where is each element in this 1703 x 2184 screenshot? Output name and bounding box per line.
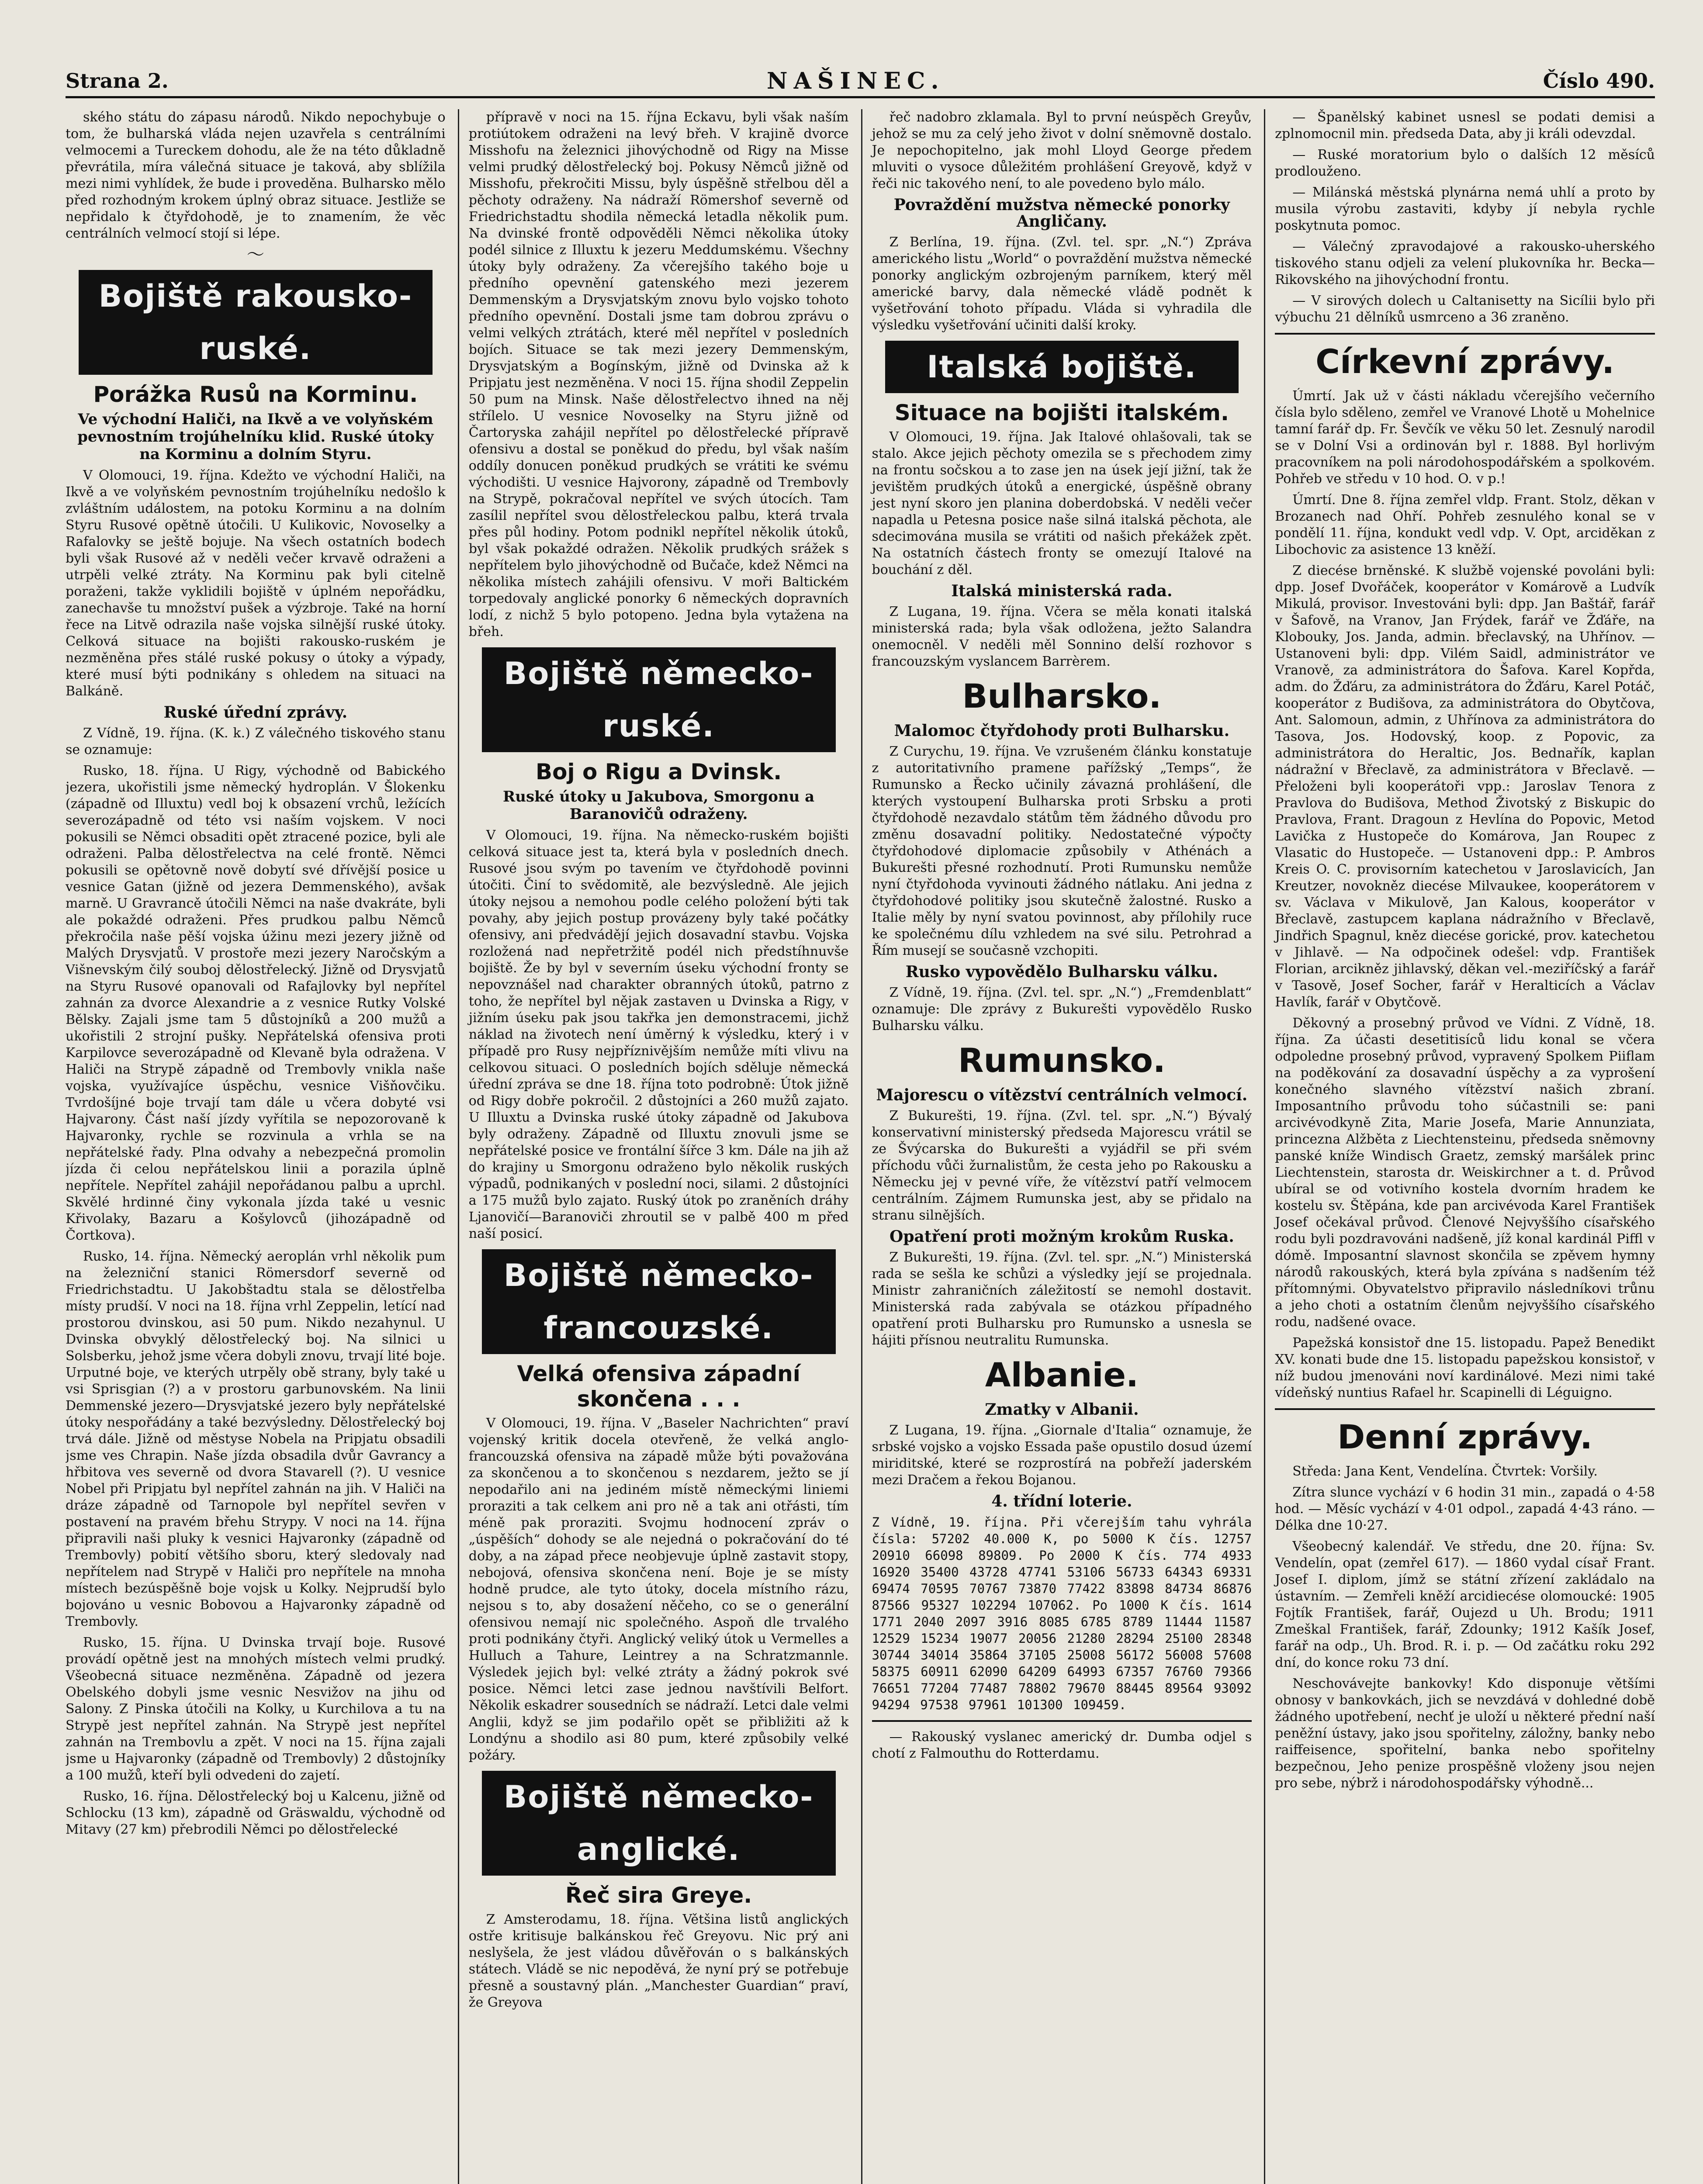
article-text: Z Lugana, 19. října. „Giornale d'Italia“ oznamuje, že srbské vojsko a vojsko Essada paše opustilo dosud území miriditské, které se rozprostírá na pobřeží jaderském mezi Dračem a řekou Bojanou.: [872, 1423, 1252, 1488]
news-item: — Ruské moratorium bylo o dalších 12 měsíců prodlouženo.: [1275, 147, 1655, 179]
ornament-divider: 〜: [246, 245, 264, 265]
section-title-church-news: Církevní zprávy.: [1315, 342, 1615, 381]
headline-albania-unrest: Zmatky v Albanii.: [985, 1400, 1139, 1419]
article-text: Z Lugana, 19. října. Včera se měla konati italská ministerská rada; byla však odložena, ježto Salandra onemocněl. V neděli měl Sonnino delší rozhovor s francouzským vyslancem Barrèrem.: [872, 604, 1252, 669]
article-text: Z Vídně, 19. října. (K. k.) Z válečného tiskového stanu se oznamuje:: [66, 726, 446, 757]
columns: [66, 109, 1655, 2184]
article-text: Úmrtí. Dne 8. října zemřel vldp. Frant. Stolz, děkan v Brozanech nad Ohří. Pohřeb zesnulého konal se v pondělí 11. října, kondukt vedl vdp. V. Opt, arciděkan z Libochovic za asistence 13 kněží.: [1275, 492, 1655, 557]
subheadline-riga-dvinsk: Ruské útoky u Jakubova, Smorgonu a Baranovičů odraženy.: [503, 788, 815, 823]
headline-entente-bulgaria: Malomoc čtyřdohody proti Bulharsku.: [894, 722, 1230, 740]
article-text: Z Vídně, 19. října. (Zvl. tel. spr. „N.“) „Fremdenblatt“ oznamuje: Dle zprávy z Bukurešti vypovědělo Rusko Bulharsku válku.: [872, 985, 1252, 1033]
page-header: [66, 66, 1655, 98]
lottery-numbers: Z Vídně, 19. října. Při včerejším tahu vyhrála čísla: 57202 40.000 K, po 5000 K čís. 12757 20910 66098 89809. Po 2000 K čís. 774 4933 16920 35400 43728 47741 53106 56733 64343 69331 69474 70595 70767 73870 77422 83898 84734 86876 87566 95327 102294 107062. Po 1000 K čís. 1614 1771 2040 2097 3916 8085 6785 8789 11444 11587 12529 15234 19077 20056 21280 28294 25100 28348 30744 34014 35864 37105 25008 56172 56008 57608 58375 60911 62090 64209 64993 67357 76760 79366 76651 77204 77487 78802 79670 88445 89564 93092 94294 97538 97961 101300 109459.: [872, 1515, 1252, 1712]
column-1: [66, 109, 446, 2184]
article-text: Rusko, 18. října. U Rigy, východně od Babického jezera, ukořistili jsme německý hydroplán. V Šlokenku (západně od Illuxtu) vedl boj k obsazení vrchů, ležících severozápadně od této vsi naším vojskem. V noci pokusili se Němci obsaditi opět ztracené pozice, byli ale odraženi. Palba dělostřelectva na celé frontě. Němci pokusili se opětovně nově dobytí své dřívější posice u vesnice Gatan (jižně od jezera Demmenského), avšak marně. U Gravrancě útočili Němci na naše dvakráte, byli ale pokaždé odraženi. Přes prudkou palbu Němců překročila naše pěší vojska úžinu mezi jezery jižně od Malých Drysvjatů. V prostoře mezi jezery Naročským a Višnevským čilý souboj dělostřelecký. Jižně od Drysvjatů na Styru Rusové opanovali od Rafajlovky byl nepřítel zahnán za dvorce Alexandrie a z vesnice Rutky Volské Bělsky. Zajali jsme tam 5 důstojníků a 200 mužů a ukořistili 2 strojní pušky. Nepřátelská ofensiva proti Karpilovce severozápadně od Klevaně byla odražena. V Haliči na Strypě západně od Trembovly vnikla naše vojska, využívajíce úspěchu, vesnice Višňovčiku. Tvrdošíjné boje trvají tam dále u včera dobyté vsi Hajvarony. Část naší jízdy vyřítila se nepozorovaně k Hajvaronky, rychle se rozvinula a vrhla se na nepřátelské řady. Plna odvahy a nebezpečná promolin jízda či celou nepřátelskou linii a porazila úplně nepřítele. Nepřítel zahájil nepořádanou palbu a uprchl. Skvělé hrdinné činy vykonala jízda také u vesnic Křivolaky, Bazaru a Košylovců (jihozápadně od Čortkova).: [66, 763, 446, 1243]
section-banner-german-russian: Bojiště německo-ruské.: [482, 647, 836, 752]
headline-riga-dvinsk: Boj o Rigu a Dvinsk.: [536, 759, 782, 784]
article-text: řeč nadobro zklamala. Byl to první neúspěch Greyův, jehož se mu za celý jeho život v dolní sněmovně dostalo. Je nepochopitelno, jak mohl Lloyd George předem mluviti o vysoce důležitém prohlášení Greyově, když v řeči nic takového není, to ale povedeno bylo málo.: [872, 110, 1252, 191]
article-text: Rusko, 16. října. Dělostřelecký boj u Kalcenu, jižně od Schlocku (13 km), západně od Gräswaldu, východně od Mitavy (27 km) přebrodili Němci po dělostřelecké: [66, 1789, 446, 1837]
section-title-romania: Rumunsko.: [958, 1041, 1166, 1080]
subheadline-kormin: Ve východní Haliči, na Ikvě a ve volyňském pevnostním trojúhelníku klid. Ruské útoky na Korminu a dolním Styru.: [77, 411, 434, 463]
headline-grey-speech: Řeč sira Greye.: [565, 1883, 752, 1908]
article-text: Úmrtí. Jak už v části nákladu včerejšího večerního čísla bylo sděleno, zemřel ve Vranové Lhotě u Mohelnice tamní farář dp. Fr. Ševčík ve věku 50 let. Zesnulý narodil se v Dolní Vsi a ordinován byl r. 1888. Byl horlivým pracovníkem na poli národohospodářském a spolkovém. Pohřeb ve středu v 10 hod. O. v p.!: [1275, 388, 1655, 487]
article-text: Z Bukurešti, 19. října. (Zvl. tel. spr. „N.“) Bývalý konservativní ministerský předseda Majorescu vrátil se ze Švýcarska do Bukurešti a vyjádřil se při svém příchodu vůči žurnalistům, že cesta jeho po Rakousku a Německu jej v pevné víře, že vítězství patří velmocem centrálním. Zájmem Rumunska jest, aby se přidalo na stranu silnějších.: [872, 1108, 1252, 1223]
article-text: — Rakouský vyslanec americký dr. Dumba odjel s chotí z Falmouthu do Rotterdamu.: [872, 1729, 1252, 1761]
issue-number: Číslo 490.: [1543, 69, 1655, 93]
headline-measures-russia: Opatření proti možným krokům Ruska.: [889, 1227, 1234, 1246]
article-text: V Olomouci, 19. října. V „Baseler Nachrichten“ praví vojenský kritik docela otevřeně, že velká anglo-francouzská ofensiva na západě může býti považována za skončenou a to skončenou s nezdarem, ježto se jí nepodařilo ani na jediném místě německými liniemi proraziti a tak celkem ani pro ně a tak ani otřásti, tím méně pak proraziti. Svojmu hodnocení zpráv o „úspěších“ dohody se ale nejedná o pokračování do té doby, a na západ přece neobjevuje úplně zastavit stopy, nebojová, ofensiva skončena není. Boje je se místy hodně prudce, ale tyto útoky, docela místního rázu, nejsou s to, aby dosažení něčeho, co se o generální ofensivou nemají nic společného. Aspoň dle trvalého proti podnikány čtyři. Anglický veliký útok u Vermelles a Hulluch a Tahure, Leintrey a na Schratzmannle. Výsledek jejich byl: velké ztráty a žádný pokrok své posice. Němci letci zase jednou navštívili Belfort. Několik eskadrer sousedních se nádraží. Letci dale velmi Anglii, když se jim podařilo opět se přibližiti až k Londýnu a shodilo asi 80 pum, které způsobily velké požáry.: [468, 1416, 849, 1763]
article-text: Z Curychu, 19. října. Ve vzrušeném článku konstatuje z autoritativního pramene pařížský „Temps“, že Rumunsko a Řecko učinily závazná prohlášení, dle kterých vystoupení Bulharska proti Srbsku a proti čtyřdohodě nezavdalo státům těm žádného důvodu pro změnu dosavadní politiky. Nedostatečné výpočty čtyřdohodové diplomacie způsobily v Athénách a Bukurešti přesné rozhodnutí. Proti Rumunsku nemůže nyní čtyřdohoda vyvinouti žádného nátlaku. Ani jedna z čtyřdohodové politiky jsou skutečně žalostné. Rusko a Italie měly by nyní svatou povinnost, aby přílohily ruce ke společnému dílu vzhledem na své silu. Petrohrad a Řím musejí se současně vzchopiti.: [872, 744, 1252, 958]
article-text: Rusko, 14. října. Německý aeroplán vrhl několik pum na železniční stanici Römersdorf severně od Friedrichstadtu. U Jakobštadtu stala se dělostřelba místy prudší. V noci na 18. října vrhl Zeppelin, letící nad prostorou dvinskou, asi 50 pum. Nikdo nezahynul. U Dvinska obvyklý dělostřelecký boj. Na silnici u Solsberku, jehož jsme včera dobyli znovu, trvají lité boje. Urputné boje, ve kterých utrpěly obě strany, byly také u vsi Sprisgian (?) a v prostoru garbunovském. Na linii Demmenské jezero—Drysvjatské jezero byly nepřátelské útoky nespořádány a také bezvýsledny. Dělostřelecký boj trvá dále. Jižně od městyse Nobela na Pripjatu obsadili jsme ves Chrapin. Naše jízda obsadila dvůr Gavrancy a hřbitova ves severně od dvora Stavarell (?). U vesnice Nobel při Pripjatu byl nepřítel zahnán na jih. V Haliči na dráze západně od Tarnopole byl nepřítel sevřen v postavení na pravém břehu Strypy. V noci na 14. října připravili naši pluky k vesnici Hajvaronky (západně od Trembovly) pobití většího sboru, který sledovaly nad nepřítelem nad Strypě v Haliči pro nepřítele na mnoha místech bezúspěšně boje vojsk u Kolky. Nejprudší bylo bojováno u vesnic Bobovou a Hajvaronky západně od Trembovly.: [66, 1249, 446, 1629]
article-text: Děkovný a prosebný průvod ve Vídni. Z Vídně, 18. října. Za účasti desetitisíců lidu konal se včera odpoledne prosebný průvod, vypravený Spolkem Piiflam na poděkování za dosavadní úspěchy a za vyprošení konečného slavného vítězství našich zbraní. Imposantního průvodu toho súčastnili se: pani arcivévodkyně Zita, Marie Josefa, Marie Annunziata, princezna Alžběta z Liechtensteinu, předseda sněmovny panské kníže Windisch Graetz, zemský maršálek princ Liechtenstein, starosta dr. Weiskirchner a t. d. Průvod ubíral se od votivního kostela dvorním hradem ke kostelu sv. Štěpána, kde pan arcivévoda Karel František Josef očekával průvod. Členové Nejvyššího císařského rodu byli pozdravováni nadšeně, jíž konal kardinál Piffl v dómě. Imposantní slavnost skončila se zpěvem hymny národů rakouských, která byla zpívána s nadšením též přítomnými. Obyvatelstvo připravilo následníkovi trůnu a jeho choti a ostatním členům nejvyššího císařského rodu, nadšené ovace.: [1275, 1016, 1655, 1330]
headline-western-offensive: Velká ofensiva západní skončena . . .: [517, 1361, 800, 1412]
headline-russian-reports: Ruské úřední zprávy.: [163, 703, 348, 722]
section-banner-italian: Italská bojiště.: [885, 341, 1239, 393]
headline-italian-front: Situace na bojišti italském.: [894, 400, 1229, 425]
news-item: — Španělský kabinet usnesl se podati demisi a zplnomocnil min. předseda Data, aby ji králi odevzdal.: [1275, 110, 1655, 142]
article-text: Papežská konsistoř dne 15. listopadu. Papež Benedikt XV. konati bude dne 15. listopadu papežskou konsistoř, v níž budou jmenováni noví kardinálové. Mezi nimi také vídeňský nuntius Rafael hr. Scapinelli di Léguigno.: [1275, 1335, 1655, 1400]
headline-italian-council: Italská ministerská rada.: [951, 582, 1173, 600]
divider: [872, 1720, 1252, 1722]
section-title-albania: Albanie.: [985, 1355, 1139, 1394]
article-text: přípravě v noci na 15. října Eckavu, byli však naším protiútokem odraženi na levý břeh. V krajině dvorce Misshofu na železnici jihovýchodně od Rigy na Misse velmi prudký dělostřelecký boj. Pokusy Němců jižně od Misshofu, překročiti Missu, byly úspěšně střelbou děl a pěchoty odraženy. Na nádraží Römershof severně od Friedrichstadtu shodila německá letadla několik pum. Na dvinské frontě odpověděli Němci několika útoky podél silnice z Illuxtu k jezeru Meddumskému. Všechny útoky byly odraženy. Za včerejšího takého boje u předního opevnění gatenského mezi jezerem Demmenským a Drysvjatským znovu bylo vojsko tohoto předního opevnění. Dostali jsme tam dobrou zprávu o velmi velkých ztrátách, které měl nepřítel v posledních bojích. Situace se tak mezi jezery Demmenským, Drysvjatským a Bogínským, jižně od Dvinska až k Pripjatu jest nezměněna. V noci 15. října shodil Zeppelin 50 pum na Minsk. Naše dělostřelectvo ihned na něj střílelo. U vesnice Novoselky na Styru jižně od Čartoryska zahájil nepřítel po dělostřelecké přípravě ofensivu a dostal se poněkud do předu, byl však naším oddíly donucen poněkud prudkých se vrátiti ke svému východišti. U vesnice Hajvorony, západně od Trembovly na Strypě, pokračoval nepřítel ve svých útocích. Tam zasílil nepřítel svou dělostřeleckou palbu, která trvala přes půl hodiny. Potom podnikl nepřítel několik útoků, byl však pokaždé odražen. Několik prudkých srážek s nepřítelem bylo jihovýchodně od Bučače, kdež Němci na několika místech zahájili ofensivu. V moři Baltickém torpedovaly anglické ponorky 6 německých dopravních lodí, z nichž 5 bylo potopeno. Jedna byla vytažena na břeh.: [468, 110, 849, 639]
article-text: V Olomouci, 19. října. Kdežto ve východní Haliči, na Ikvě a ve volyňském pevnostním trojúhelníku nedošlo k zvláštním událostem, na potoku Korminu a na dolním Styru Rusové opětně útočili. U Kulikovic, Novoselky a Rafalovky se ještě bojuje. Na všech ostatních bodech byli však Rusové až v neděli večer krvavě odraženi a utrpěli velké ztráty. Na Korminu pak byli citelně poraženi, takže vyklidili bojiště v úplném nepořádku, zanechavše tu množství pušek a výzbroje. Také na horní řece na Litvě odrazila naše vojska silnější ruské útoky. Celková situace na bojišti rakousko-ruském je nezměněna přes stálé ruské pokusy o útoky a výpady, které musí býti podnikány s ohledem na situaci na Balkáně.: [66, 468, 446, 699]
section-banner-german-english: Bojiště německo-anglické.: [482, 1771, 836, 1876]
column-4: [1264, 109, 1655, 2184]
masthead-title: NAŠINEC.: [767, 67, 945, 94]
headline-submarine: Povraždění mužstva německé ponorky Angličany.: [893, 196, 1230, 231]
sun-moon-times: Zítra slunce vychází v 6 hodin 31 min., zapadá o 4·58 hod. — Měsíc vychází v 4·01 odpol., zapadá 4·43 ráno. — Délka dne 10·27.: [1275, 1485, 1655, 1533]
section-title-bulgaria: Bulharsko.: [962, 677, 1162, 715]
article-text: Z diecése brněnské. K službě vojenské povoláni byli: dpp. Josef Dvořáček, kooperátor v Komárově a Ludvík Mikulá, provisor. Investováni byli: dpp. Jan Baštář, farář v Šafově, na Vranov, Jan Frýdek, farář ve Žďáře, na Klobouky, Jos. Janda, admin. břeclavský, na Uhřínov. — Ustanoveni byli: dpp. Vilém Saidl, administrátor ve Vranově, za administrátora do Šafova. Karel Kopřda, adm. do Žďáru, za administrátora do Žďáru, Karel Potáč, kooperátor z Budišova, za administrátora do Obytčova, Ant. Salomoun, admin, z Uhřínova za administrátora do Tasova, Jos. Hodovský, koop. z Popovic, za administrátora do Heraltic, Jos. Bednařík, kaplan nádražní v Břeclavě, za administrátora v Břeclavě. — Přeloženi byli kooperátoři vpp.: Jaroslav Tenora z Pravlova do Budišova, Method Životský z Biskupic do Pravlova, Frant. Dragoun z Hevlína do Popovic, Metod Lavička z Hustopeče do Komárova, Jan Roupec z Vlasatic do Hustopeče. — Ustanoveni dpp.: P. Ambros Kreis O. C. provisorním katechetou v Jaroslavicích, Jan Kreutzer, novokněz diecése Milvaukee, kooperátorem v sv. Václava v Mikulově, Jan Kalous, kooperátor v Břeclavě, zastupcem kaplana nádražního v Břeclavě, Jindřich Spagnul, kněz diecése gorické, prov. katechetou v Jihlavě. — Na odpočinek odešel: vdp. František Florian, arcikněz jihlavský, děkan vel.-meziříčský a farář v Tasově, Josef Socher, farář v Heralticích a Václav Havlík, farář v Obytčově.: [1275, 563, 1655, 1010]
article-text: Všeobecný kalendář. Ve středu, dne 20. října: Sv. Vendelín, opat (zemřel 617). — 1860 vydal císař Frant. Josef I. diplom, jímž se státní zřízení zakládalo na ústavním. — Zemřeli kněží arcidiecése olomoucké: 1905 Fojtík František, farář, Oujezd u Uh. Brodu; 1911 Zmeškal František, farář, Zdounky; 1912 Kašík Josef, farář na odp., Uh. Brod. R. i. p. — Od začátku roku 292 dní, do konce roku 73 dní.: [1275, 1539, 1655, 1670]
article-text: Neschovávejte bankovky! Kdo disponuje většími obnosy v bankovkách, jich se nevzdává v dohledné době žádného upotřebení, nechť je uloží u některé přední naší peněžní ústavy, jako jsou spořitelny, záložny, banky nebo raiffeisence, spořitelní, banka nebo spořitelny bezpečnou, Jeho penize prospěšně vloženy jsou nejen pro sebe, nýbrž i národohospodářsky výhodně...: [1275, 1676, 1655, 1791]
divider: [1275, 1408, 1655, 1410]
article-text: Rusko, 15. října. U Dvinska trvají boje. Rusové provádí opětně jest na mnohých místech velmi prudký. Všeobecná situace nezměněna. Západně od jezera Obelského dobyli jsme vesnic Nesvižov na jihu od Salony. Z Pinska útočili na Kolky, u Kurchilova a tu na Strypě jest nepřítel zahnán. Na Strypě jest nepřítel zahnán na Trembovlu a zpět. V noci na 15. října zajali jsme u Hajvaronky (západně od Trembovly) 2 důstojníky a 100 mužů, kteří byli odvedeni do zajetí.: [66, 1635, 446, 1783]
divider: [1275, 333, 1655, 335]
article-text: V Olomouci, 19. října. Jak Italové ohlašovali, tak se stalo. Akce jejich pěchoty omezila se s přechodem zimy na frontu sočskou a to zase jen na úsek její jižní, tak že jevištěm prudkých útoků a energické, úspěšně obrany jest nyní skoro jen planina doberdobská. V neděli večer napadla u Petesna posice naše silná italská pěchota, ale sdecimována musila se vrátiti od našich překážek zpět. Na ostatních částech fronty se omezují Italové na bouchání z děl.: [872, 429, 1252, 577]
article-text: ského státu do zápasu národů. Nikdo nepochybuje o tom, že bulharská vláda nejen uzavřela s centrálními velmocemi a Tureckem dohodu, ale že na této důkladně převrátila, míra válečná situace je taková, aby sblížila mezi nimi vyhlídek, že bude i proveděna. Bulharsko mělo před rozhodným krokem úplný obraz situace. Jestliže se nepřidalo k čtyřdohodě, je to znamením, že věc centrálních velmocí stojí si lépe.: [66, 110, 446, 241]
section-banner-austro-russian: Bojiště rakousko-ruské.: [79, 270, 433, 375]
calendar-names: Středa: Jana Kent, Vendelína. Čtvrtek: Voršily.: [1292, 1464, 1598, 1479]
column-2: [458, 109, 849, 2184]
headline-lottery: 4. třídní loterie.: [991, 1492, 1132, 1510]
column-3: [861, 109, 1252, 2184]
section-banner-german-french: Bojiště německo-francouzské.: [482, 1249, 836, 1354]
article-text: Z Bukurešti, 19. října. (Zvl. tel. spr. „N.“) Ministerská rada se sešla ke schůzi a výsledky její se projednala. Ministr zahraničních záležitostí se nemohl dostavit. Ministerská rada zabývala se otázkou případného opatření proti Bulharsku pro Rumunsko a usnesla se hájiti přísnou neutralitu Rumunska.: [872, 1250, 1252, 1348]
headline-kormin: Porážka Rusů na Korminu.: [93, 382, 418, 407]
article-text: Z Amsterodamu, 18. října. Většina listů anglických ostře kritisuje balkánskou řeč Greyovu. Nic prý ani neslyšela, že jest vládou důvěřován o s balkánských státech. Vládě se nic nepoděvá, že nyní prý se potřebuje přesně a soustavný plán. „Manchester Guardian“ praví, že Greyova: [468, 1912, 849, 2010]
article-text: Z Berlína, 19. října. (Zvl. tel. spr. „N.“) Zpráva amerického listu „World“ o povraždění mužstva německé ponorky anglickým ozbrojeným parníkem, který měl americké barvy, dala německé vládě podnět k vyšetřování tohoto případu. Vláda si vyhradila dle výsledku vyšetřování učiniti další kroky.: [872, 235, 1252, 333]
section-title-daily-news: Denní zprávy.: [1337, 1417, 1592, 1456]
headline-russia-war: Rusko vypovědělo Bulharsku válku.: [905, 963, 1218, 981]
news-item: — Milánská městská plynárna nemá uhlí a proto by musila výrobu zastaviti, kdyby jí nebyla rychle poskytnuta pomoc.: [1275, 185, 1655, 233]
page-number: Strana 2.: [66, 69, 169, 93]
headline-majorescu: Majorescu o vítězství centrálních velmocí.: [876, 1086, 1248, 1104]
news-item: — Válečný zpravodajové a rakousko-uherského tiskového stanu odjeli za velení plukovníka hr. Becka—Rikovského na jihovýchodní frontu.: [1275, 239, 1655, 287]
news-item: — V sirových dolech u Caltanisetty na Sicílii bylo při výbuchu 21 dělníků usmrceno a 36 zraněno.: [1275, 293, 1655, 325]
article-text: V Olomouci, 19. října. Na německo-ruském bojišti celková situace jest ta, která byla v posledních dnech. Rusové jsou svým po tavením ve čtyřdohodě povinni útočiti. Činí to svědomitě, ale bezvýsledně. Ale jejich útoky nejsou a nemohou podle celého položení býti tak povahy, aby jejich postup provázeny byly také počátky ofensivy, ani předvádějí jejich dosavadní stavbu. Vojska rozložená nad nepřetržitě podél nich předstíhnuvše bojiště. Že by byl v severním úseku východní fronty se nepovznášel nad charakter obranných útoků, patrno z toho, že nepřítel byl nějak zastaven u Dvinska a Rigy, v jižním úseku pak jsou takřka jen demonstracemi, jichž náklad na životech není úměrný k výsledku, který i v případě pro Rusy nejpříznivějším nemůže míti vlivu na celkovou situaci. O posledních bojích sděluje německá úřední zpráva se dne 18. října toto podrobně: Útok jižně od Rigy dobře pokročil. 2 důstojníci a 260 mužů zajato. U Illuxtu a Dvinska ruské útoky západně od Jakubova byly odraženy. Západně od Illuxtu znovuli jsme se nepřátelské posice ve frontální šířce 3 km. Dále na jih až do krajiny u Smorgonu odraženo bylo několik ruských výpadů, podnikaných v poslední noci, silami. 2 důstojníci a 175 mužů bylo zajato. Ruský útok po zraněních dráhy Ljanovičí—Baranoviči zhroutil se v palbě 400 m před naší posicí.: [468, 828, 849, 1241]
